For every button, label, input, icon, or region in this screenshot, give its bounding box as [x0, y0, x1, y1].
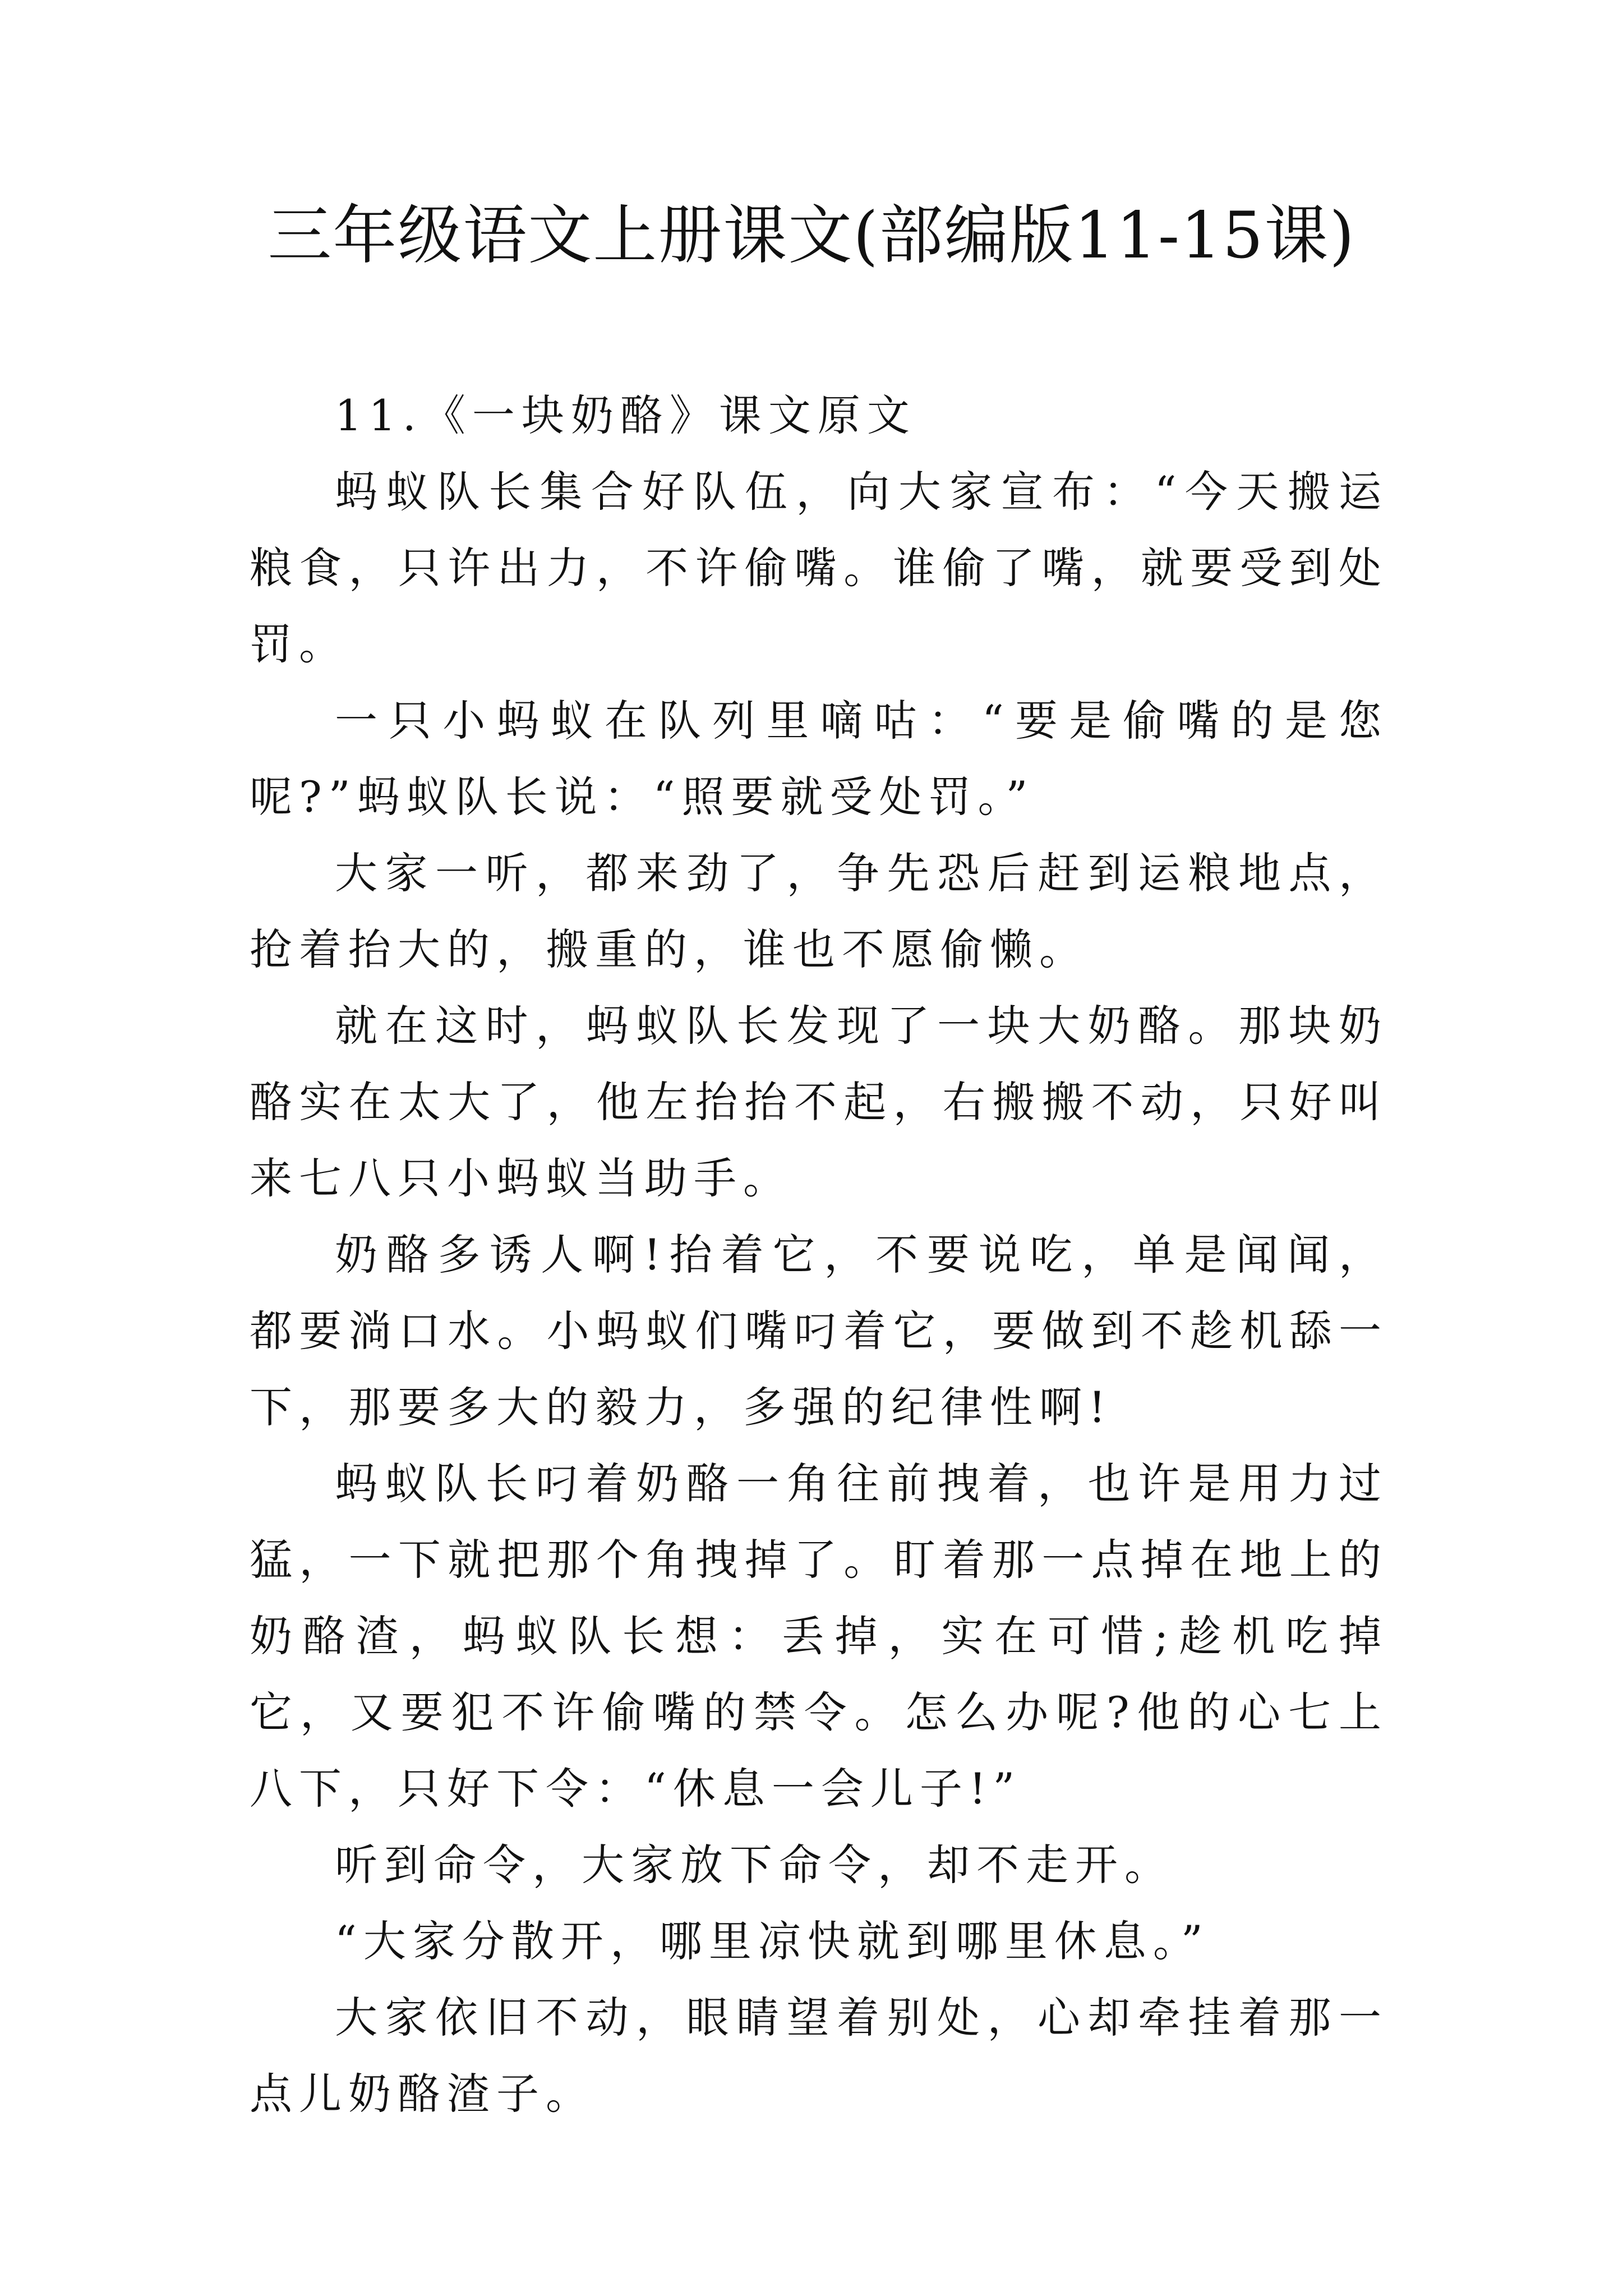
paragraph: 一只小蚂蚁在队列里嘀咕：“要是偷嘴的是您呢?”蚂蚁队长说：“照要就受处罚。”	[250, 696, 1388, 822]
document-body	[250, 378, 1388, 2132]
paragraph: 听到命令，大家放下命令，却不走开。	[335, 1840, 1174, 1890]
paragraph: 就在这时，蚂蚁队长发现了一块大奶酪。那块奶酪实在太大了，他左抬抬不起，右搬搬不动，只好叫来七八只小蚂蚁当助手。	[250, 1001, 1388, 1203]
lesson-heading: 11.《一块奶酪》课文原文	[335, 390, 916, 440]
paragraph: 蚂蚁队长叼着奶酪一角往前拽着，也许是用力过猛，一下就把那个角拽掉了。盯着那一点掉在地上的奶酪渣，蚂蚁队长想：丢掉，实在可惜;趁机吃掉它，又要犯不许偷嘴的禁令。怎么办呢?他的心七上八下，只好下令：“休息一会儿子!”	[250, 1458, 1388, 1814]
paragraph: 大家依旧不动，眼睛望着别处，心却牵挂着那一点儿奶酪渣子。	[250, 1993, 1388, 2119]
paragraph: 蚂蚁队长集合好队伍，向大家宣布：“今天搬运粮食，只许出力，不许偷嘴。谁偷了嘴，就要受到处罚。	[250, 467, 1388, 669]
paragraph: 大家一听，都来劲了，争先恐后赶到运粮地点，抢着抬大的，搬重的，谁也不愿偷懒。	[250, 848, 1388, 974]
document-title: 三年级语文上册课文(部编版11-15课)	[268, 198, 1355, 273]
paragraph: “大家分散开，哪里凉快就到哪里休息。”	[335, 1916, 1210, 1966]
paragraph: 奶酪多诱人啊!抬着它，不要说吃，单是闻闻，都要淌口水。小蚂蚁们嘴叼着它，要做到不趁机舔一下，那要多大的毅力，多强的纪律性啊!	[250, 1230, 1388, 1432]
